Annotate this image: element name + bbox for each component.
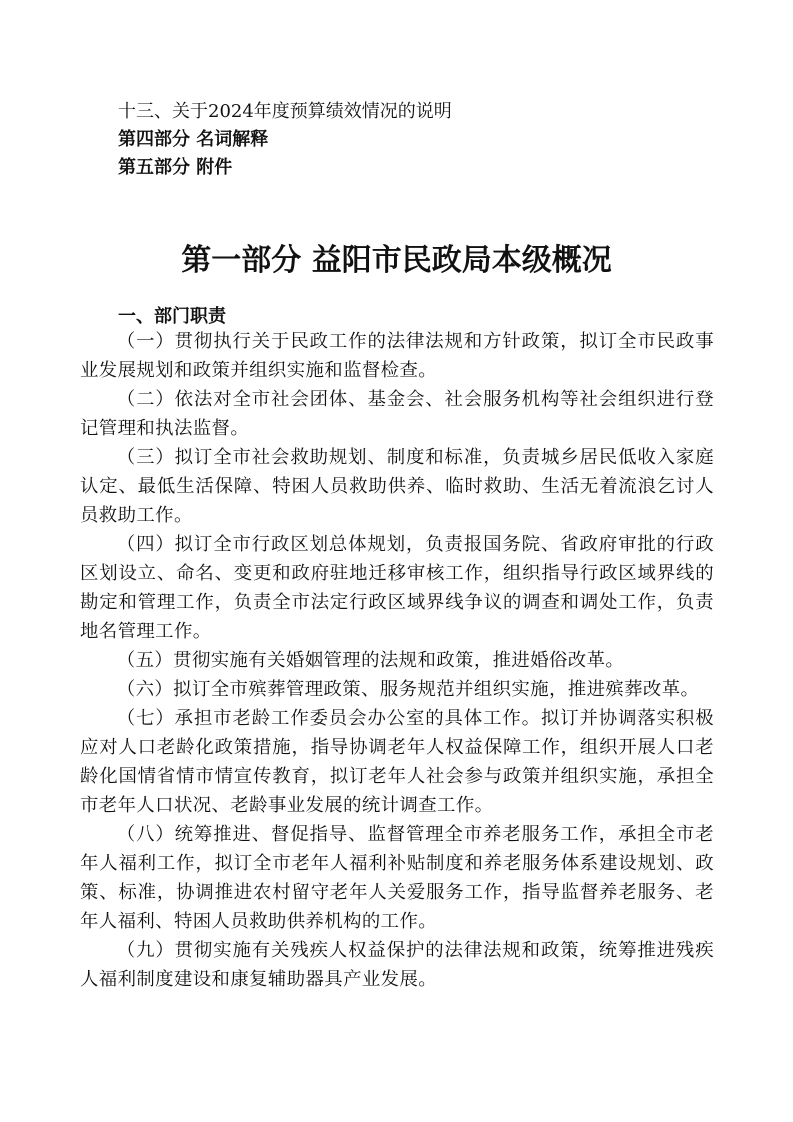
paragraph-8: （八）统筹推进、督促指导、监督管理全市养老服务工作，承担全市老年人福利工作，拟订全市老年人福利补贴制度和养老服务体系建设规划、政策、标准，协调推进农村留守老年人关爱服务工作，指导监督养老服务、老年人福利、特困人员救助供养机构的工作。 — [80, 824, 714, 932]
paragraph-4: （四）拟订全市行政区划总体规划，负责报国务院、省政府审批的行政区划设立、命名、变更和政府驻地迁移审核工作，组织指导行政区域界线的勘定和管理工作，负责全市法定行政区域界线争议的调查和调处工作，负责地名管理工作。 — [80, 534, 714, 642]
paragraph-2: （二）依法对全市社会团体、基金会、社会服务机构等社会组织进行登记管理和执法监督。 — [80, 389, 714, 439]
toc-item-13: 十三、关于2024年度预算绩效情况的说明 — [118, 101, 452, 122]
paragraph-3: （三）拟订全市社会救助规划、制度和标准，负责城乡居民低收入家庭认定、最低生活保障、特困人员救助供养、临时救助、生活无着流浪乞讨人员救助工作。 — [80, 447, 714, 526]
toc-part-5: 第五部分 附件 — [118, 157, 233, 178]
paragraph-7: （七）承担市老龄工作委员会办公室的具体工作。拟订并协调落实积极应对人口老龄化政策措施，指导协调老年人权益保障工作，组织开展人口老龄化国情省情市情宣传教育，拟订老年人社会参与政策并组织实施，承担全市老年人口状况、老龄事业发展的统计调查工作。 — [80, 708, 714, 816]
paragraph-5: （五）贯彻实施有关婚姻管理的法规和政策，推进婚俗改革。 — [116, 650, 625, 671]
paragraph-1: （一）贯彻执行关于民政工作的法律法规和方针政策，拟订全市民政事业发展规划和政策并组织实施和监督检查。 — [80, 331, 714, 381]
paragraph-9: （九）贯彻实施有关残疾人权益保护的法律法规和政策，统筹推进残疾人福利制度建设和康复辅助器具产业发展。 — [80, 940, 714, 990]
section-heading: 一、部门职责 — [118, 306, 226, 327]
section-body — [80, 327, 714, 994]
part-title: 第一部分 益阳市民政局本级概况 — [181, 243, 612, 278]
paragraph-6: （六）拟订全市殡葬管理政策、服务规范并组织实施，推进殡葬改革。 — [116, 679, 700, 700]
toc-part-4: 第四部分 名词解释 — [118, 129, 269, 150]
